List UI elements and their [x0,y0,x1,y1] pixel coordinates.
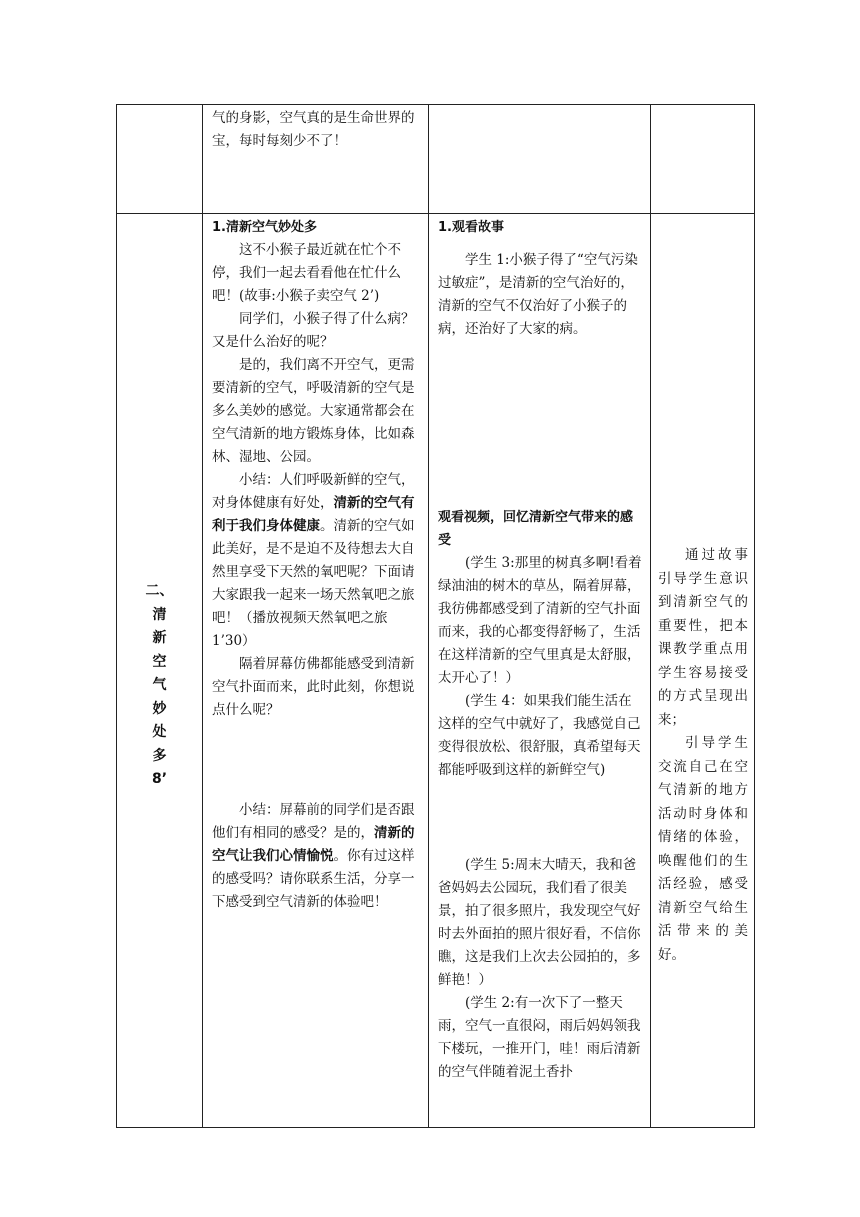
teacher-activity-cell [203,105,429,214]
student-response: 学生 1:小猴子得了“空气污染过敏症”，是清新的空气治好的，清新的空气不仅治好了小猴子的病，还治好了大家的病。 [438,252,638,337]
design-intent-cell [651,214,755,1128]
teacher-summary: 小结：人们呼吸新鲜的空气，对身体健康有好处，清新的空气有利于我们身体健康。清新的空气如此美好，是不是迫不及待想去大自然里享受下天然的氧吧呢？下面请大家跟我一起来一场天然氧吧之旅吧！（播放视频天然氧吧之旅 1’30） [212,472,415,649]
teacher-text: 气的身影，空气真的是生命世界的宝，每时每刻少不了！ [212,110,415,149]
section-heading: 1.清新空气妙处多 [212,220,317,235]
segment-cell [117,214,203,1128]
student-activity-cell [429,214,651,1128]
design-intent-cell [651,105,755,214]
teacher-paragraph: 隔着屏幕仿佛都能感受到清新空气扑面而来，此时此刻，你想说点什么呢？ [212,656,415,718]
design-note: 通过故事引导学生意识到清新空气的重要性，把本课教学重点用学生容易接受的方式呈现出来； [658,547,748,728]
student-response: (学生 3:那里的树真多啊!看着绿油油的树木的草丛，隔着屏幕，我彷佛都感受到了清新的空气扑面而来，我的心都变得舒畅了，生活在这样清新的空气里真是太舒服，太开心了！） [438,555,642,686]
teacher-paragraph: 同学们，小猴子得了什么病？又是什么治好的呢？ [212,311,415,350]
teacher-summary: 小结：屏幕前的同学们是否跟他们有相同的感受？是的，清新的空气让我们心情愉悦。你有过这样的感受吗？请你联系生活，分享一下感受到空气清新的体验吧！ [212,802,415,910]
student-response: (学生 2:有一次下了一整天雨，空气一直很闷，雨后妈妈领我下楼玩，一推开门，哇！雨后清新的空气伴随着泥土香扑 [438,995,641,1080]
table-row [117,214,755,1128]
teacher-paragraph: 是的，我们离不开空气，更需要清新的空气，呼吸清新的空气是多么美妙的感觉。大家通常都会在空气清新的地方锻炼身体，比如森林、湿地、公园。 [212,357,415,465]
student-response: (学生 4：如果我们能生活在这样的空气中就好了，我感觉自己变得很放松、很舒服，真希望每天都能呼吸到这样的新鲜空气) [438,693,641,778]
teacher-activity-cell [203,214,429,1128]
student-activity-cell [429,105,651,214]
teacher-paragraph: 这不小猴子最近就在忙个不停，我们一起去看看他在忙什么吧！(故事:小猴子卖空气 2’) [212,242,401,304]
lesson-plan-table [116,104,755,1128]
segment-cell [117,105,203,214]
section-heading: 1.观看故事 [438,220,504,235]
segment-title: 二、 清 新 空 气 妙 处 多 8’ [145,583,174,787]
design-note: 引导学生交流自己在空气清新的地方活动时身体和情绪的体验，唤醒他们的生活经验，感受清新空气给生活带来的美好。 [658,735,748,963]
table-row [117,105,755,214]
student-response: (学生 5:周末大晴天，我和爸爸妈妈去公园玩，我们看了很美景，拍了很多照片，我发现空气好时去外面拍的照片很好看，不信你瞧，这是我们上次去公园拍的，多鲜艳！） [438,857,641,988]
section-heading: 观看视频，回忆清新空气带来的感受 [438,510,634,548]
